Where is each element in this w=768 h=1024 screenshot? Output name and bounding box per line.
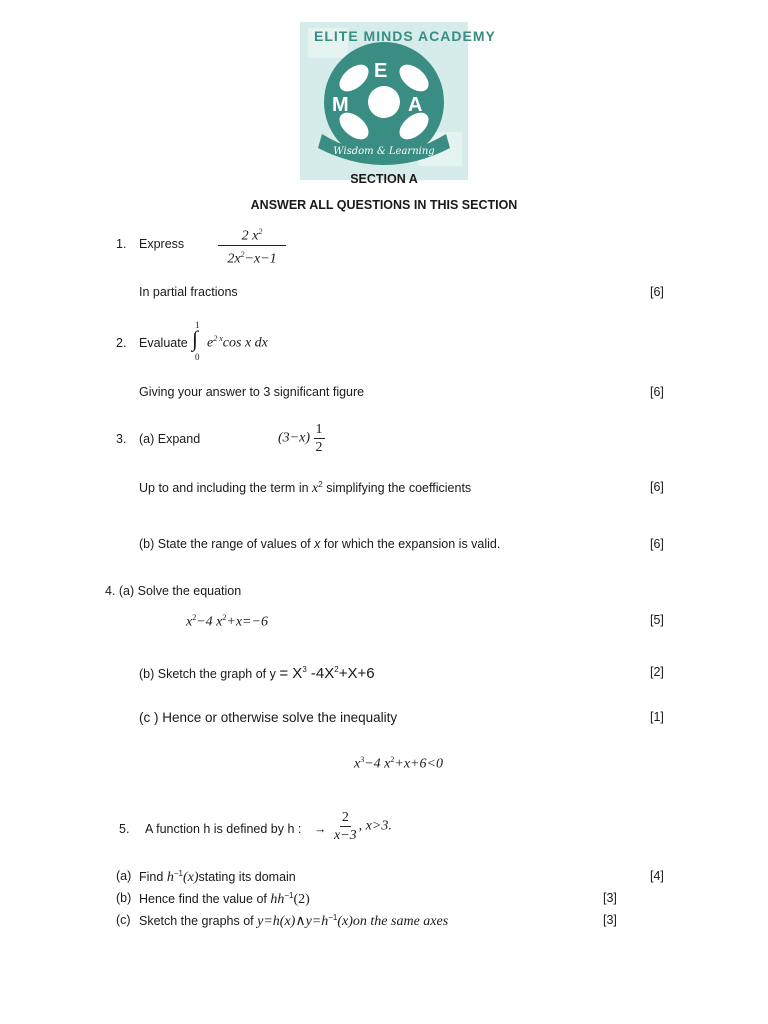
- academy-logo: [300, 22, 496, 180]
- q1-note: In partial fractions: [139, 285, 238, 299]
- q4a-label: 4. (a) Solve the equation: [105, 584, 242, 598]
- q2-note: Giving your answer to 3 significant figure: [139, 385, 365, 399]
- q5a-marks: [4]: [650, 869, 664, 883]
- q5-number: 5.: [119, 822, 130, 836]
- q5a-text: Find $h^{-1}(x)stating$ its domain: [139, 869, 296, 886]
- q5c-text: Sketch the graphs of $y=h(x)\wedge y=h^{-1}(x)on$ the same axes: [139, 913, 449, 930]
- q4c-inequality: $x^3-4$ $x^2+x+6<0$: [354, 755, 443, 772]
- q2-integral-sign: ∫: [192, 326, 199, 351]
- academy-name: ELITE MINDS ACADEMY: [314, 28, 496, 44]
- q2-number: 2.: [116, 336, 127, 350]
- q4c-marks: [1]: [650, 710, 664, 724]
- q3b-marks: [6]: [650, 537, 664, 551]
- logo-letter-m: M: [332, 94, 349, 116]
- q3a-note: Up to and including the term in $x^2$ simplifying the coefficients: [139, 480, 472, 497]
- q1-fraction: $\frac{2 x^2}{2x^2-x-1}$: [218, 224, 286, 266]
- section-title: SECTION A: [350, 172, 418, 186]
- q3a-label: (a) Expand: [139, 432, 201, 446]
- q5a-label: (a): [116, 869, 132, 883]
- section-instruction: ANSWER ALL QUESTIONS IN THIS SECTION: [250, 198, 518, 212]
- q2-verb: Evaluate: [139, 336, 188, 350]
- q3a-marks: [6]: [650, 480, 664, 494]
- q5c-marks: [3]: [603, 913, 617, 927]
- q5b-marks: [3]: [603, 891, 617, 905]
- q5b-label: (b): [116, 891, 132, 905]
- logo-letter-a: A: [408, 94, 423, 116]
- logo-motto: Wisdom & Learning: [333, 146, 435, 157]
- q1-number: 1.: [116, 237, 127, 251]
- q2-lower-limit: 0: [195, 352, 200, 362]
- logo-letter-e: E: [374, 60, 388, 82]
- q5-arrow: →: [314, 822, 327, 836]
- q4a-equation: $x^2-4$ $x^2+x=-6$: [186, 613, 268, 630]
- q4b-text: (b) Sketch the graph of $y = X^3$ $-4X^2+X+6$: [139, 665, 375, 682]
- q4a-marks: [5]: [650, 613, 664, 627]
- q2-integrand: $e^{2 x}\cos$ x dx: [207, 334, 268, 351]
- q2-marks: [6]: [650, 385, 664, 399]
- q5-intro: A function h is defined by h :: [145, 822, 302, 836]
- q2-upper-limit: 1: [195, 320, 200, 330]
- q4b-marks: [2]: [650, 665, 664, 679]
- q5c-label: (c): [116, 913, 131, 927]
- q3b-text: (b) State the range of values of x for which the expansion is valid.: [139, 537, 501, 551]
- q5-function: $\frac{2}{x-3}$ , x>3.: [334, 810, 392, 843]
- q4c-text: (c ) Hence or otherwise solve the inequality: [139, 710, 398, 725]
- q1-marks: [6]: [650, 285, 664, 299]
- q1-verb: Express: [139, 237, 185, 251]
- q3-expression: (3−x) $\frac{1}{2}$: [278, 422, 323, 455]
- q5b-text: Hence find the value of $hh^{-1}(2)$: [139, 891, 310, 908]
- q3-number: 3.: [116, 432, 127, 446]
